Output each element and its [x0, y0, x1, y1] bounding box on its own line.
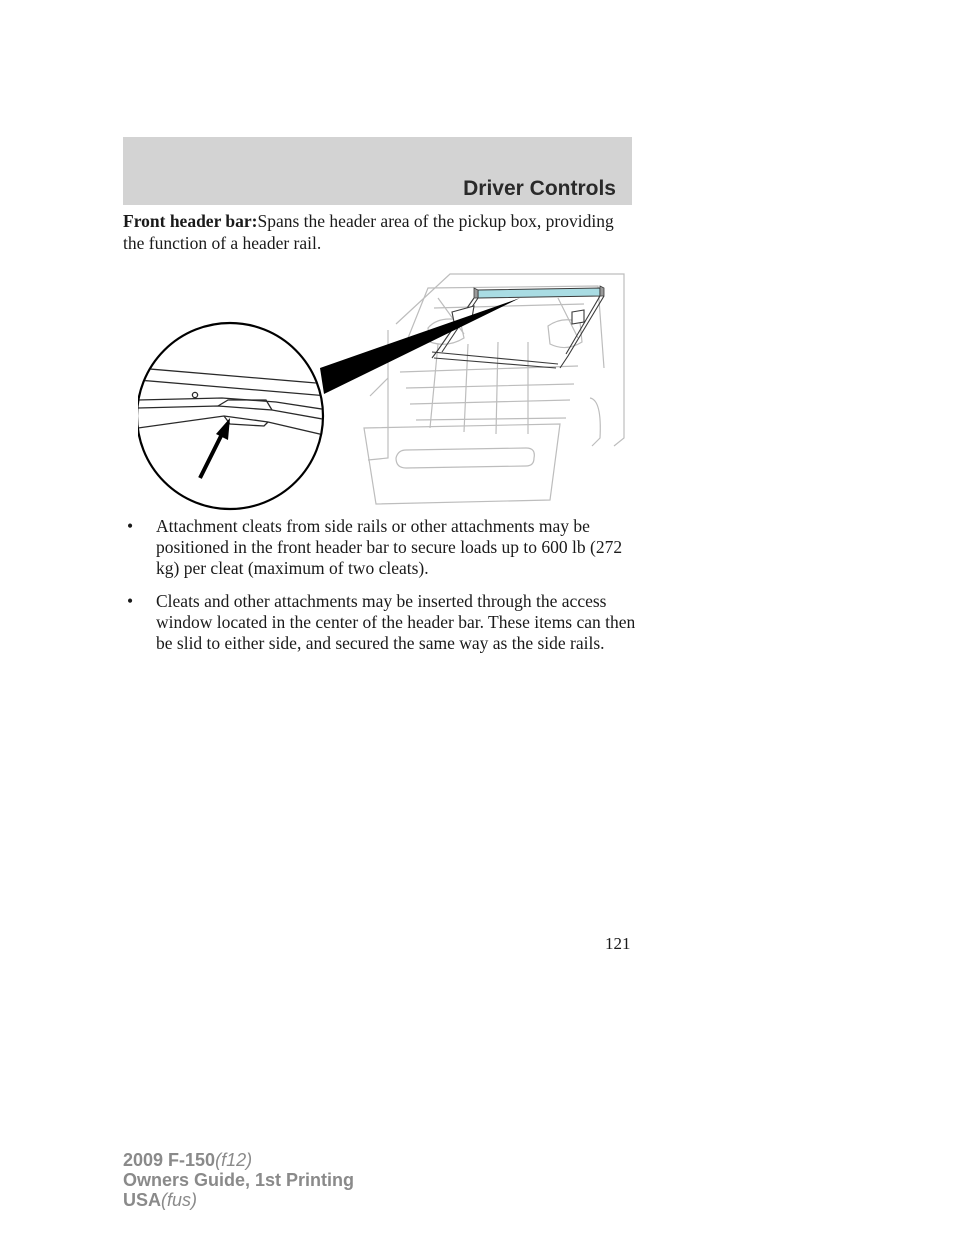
- footer-line-2: Owners Guide, 1st Printing: [123, 1170, 355, 1190]
- bullet-icon: •: [127, 516, 134, 536]
- pickup-box-header-bar-illustration: [138, 268, 628, 512]
- page-number: 121: [605, 934, 631, 953]
- intro-paragraph: [123, 210, 633, 254]
- list-item: • Attachment cleats from side rails or other attachments may be positioned in the front header bar to secure loads up to 600 lb (272 kg) per cleat (maximum of two cleats).: [127, 516, 623, 578]
- detail-magnifier-circle: [138, 323, 328, 509]
- footer-line-1: 2009 F-150(f12): [123, 1150, 253, 1170]
- bullet-icon: •: [127, 591, 134, 611]
- callout-wedge: [320, 298, 520, 394]
- list-item: • Cleats and other attachments may be inserted through the access window located in the center of the header bar. These items can then be slid to either side, and secured the same way as the side rails.: [127, 591, 636, 653]
- section-header-band: [123, 137, 632, 205]
- section-title: Driver Controls: [463, 177, 616, 200]
- print-footer: [123, 1150, 354, 1210]
- intro-text: Spans the header area of the pickup box, providing the function of a header rail.: [123, 211, 614, 253]
- intro-term: Front header bar:: [123, 211, 258, 231]
- bullet-list: [123, 516, 643, 666]
- footer-line-3: USA(fus): [123, 1190, 198, 1210]
